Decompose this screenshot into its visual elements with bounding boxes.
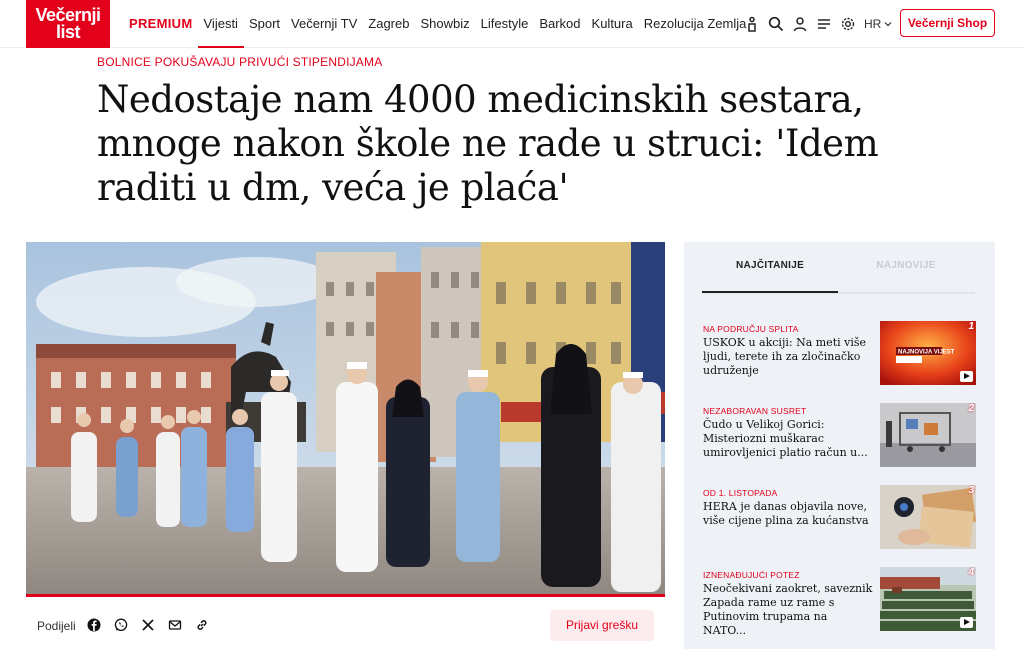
- list-item-kicker[interactable]: NA PODRUČJU SPLITA: [703, 324, 799, 334]
- whatsapp-icon[interactable]: [111, 615, 131, 635]
- mail-icon[interactable]: [165, 615, 185, 635]
- nav-item-vecernji-tv[interactable]: Večernji TV: [291, 16, 358, 31]
- chevron-down-icon: [884, 20, 892, 28]
- nav-item-premium[interactable]: PREMIUM: [129, 16, 193, 31]
- list-item-thumbnail[interactable]: [880, 321, 976, 385]
- list-item[interactable]: [703, 567, 977, 637]
- share-bar: [26, 597, 665, 649]
- menu-icon[interactable]: [812, 12, 836, 36]
- search-icon[interactable]: [764, 12, 788, 36]
- hero-image[interactable]: [26, 242, 665, 594]
- rank-number: 2: [968, 403, 974, 414]
- video-play-icon: [960, 617, 973, 628]
- share-icons: [84, 615, 212, 635]
- share-label: Podijeli: [37, 619, 76, 633]
- list-item-thumbnail[interactable]: [880, 485, 976, 549]
- facebook-icon[interactable]: [84, 615, 104, 635]
- premium-user-icon[interactable]: [740, 12, 764, 36]
- thumb-caption: NAJNOVIJA VIJEST: [898, 349, 955, 356]
- tab-najnovije[interactable]: NAJNOVIJE: [876, 260, 936, 271]
- article-kicker[interactable]: BOLNICE POKUŠAVAJU PRIVUĆI STIPENDIJAMA: [97, 55, 383, 69]
- logo-line2: list: [55, 22, 80, 42]
- list-item-thumbnail[interactable]: [880, 567, 976, 631]
- language-selector[interactable]: [864, 17, 892, 31]
- sidebar-tabs: [702, 242, 975, 294]
- sidebar-most-read: [684, 242, 995, 649]
- user-icon[interactable]: [788, 12, 812, 36]
- list-item[interactable]: [703, 485, 977, 554]
- nav-item-barkod[interactable]: Barkod: [539, 16, 581, 31]
- header-tools: [740, 0, 892, 48]
- nav-item-zagreb[interactable]: Zagreb: [368, 16, 410, 31]
- main-nav: [129, 0, 757, 48]
- active-tab-indicator: [702, 291, 838, 293]
- article-headline: Nedostaje nam 4000 medicinskih sestara, mnoge nakon škole ne rade u struci: 'Idem raditi u dm, veća je plaća': [97, 78, 879, 209]
- language-label: HR: [864, 17, 882, 31]
- link-icon[interactable]: [192, 615, 212, 635]
- nav-item-lifestyle[interactable]: Lifestyle: [480, 16, 529, 31]
- list-item-kicker[interactable]: IZNENAĐUJUĆI POTEZ: [703, 570, 800, 580]
- list-item[interactable]: [703, 321, 977, 390]
- list-item-title[interactable]: USKOK u akciji: Na meti više ljudi, terete ih za zločinačko udruženje: [703, 336, 867, 377]
- logo-line1: Večernji: [35, 5, 101, 25]
- list-item-kicker[interactable]: OD 1. LISTOPADA: [703, 488, 778, 498]
- nav-item-showbiz[interactable]: Showbiz: [420, 16, 470, 31]
- list-item-title[interactable]: Neočekivani zaokret, saveznik Zapada rame uz rame s Putinovim trupama na NATO...: [703, 582, 873, 637]
- video-play-icon: [960, 371, 973, 382]
- nav-item-kultura[interactable]: Kultura: [591, 16, 633, 31]
- vecernji-shop-button[interactable]: Večernji Shop: [900, 9, 995, 37]
- list-item-thumbnail[interactable]: [880, 403, 976, 467]
- tab-najcitanije[interactable]: NAJČITANIJE: [735, 260, 805, 271]
- list-item-title[interactable]: Čudo u Velikoj Gorici: Misteriozni muškarac umirovljenici platio račun u...: [703, 418, 868, 459]
- report-error-button[interactable]: Prijavi grešku: [550, 610, 654, 641]
- rank-number: 1: [968, 321, 974, 332]
- list-item-kicker[interactable]: NEZABORAVAN SUSRET: [703, 406, 807, 416]
- list-item-title[interactable]: HERA je danas objavila nove, više cijene plina za kućanstva: [703, 500, 869, 527]
- nav-item-rezolucija-zemlja[interactable]: Rezolucija Zemlja: [643, 16, 747, 31]
- rank-number: 4: [968, 567, 974, 578]
- nav-item-sport[interactable]: Sport: [248, 16, 281, 31]
- list-item[interactable]: [703, 403, 977, 472]
- x-icon[interactable]: [138, 615, 158, 635]
- rank-number: 3: [968, 485, 974, 496]
- settings-gear-icon[interactable]: [836, 12, 860, 36]
- site-logo[interactable]: [26, 0, 110, 48]
- nav-item-vijesti[interactable]: Vijesti: [204, 0, 238, 48]
- site-header: [0, 0, 1024, 48]
